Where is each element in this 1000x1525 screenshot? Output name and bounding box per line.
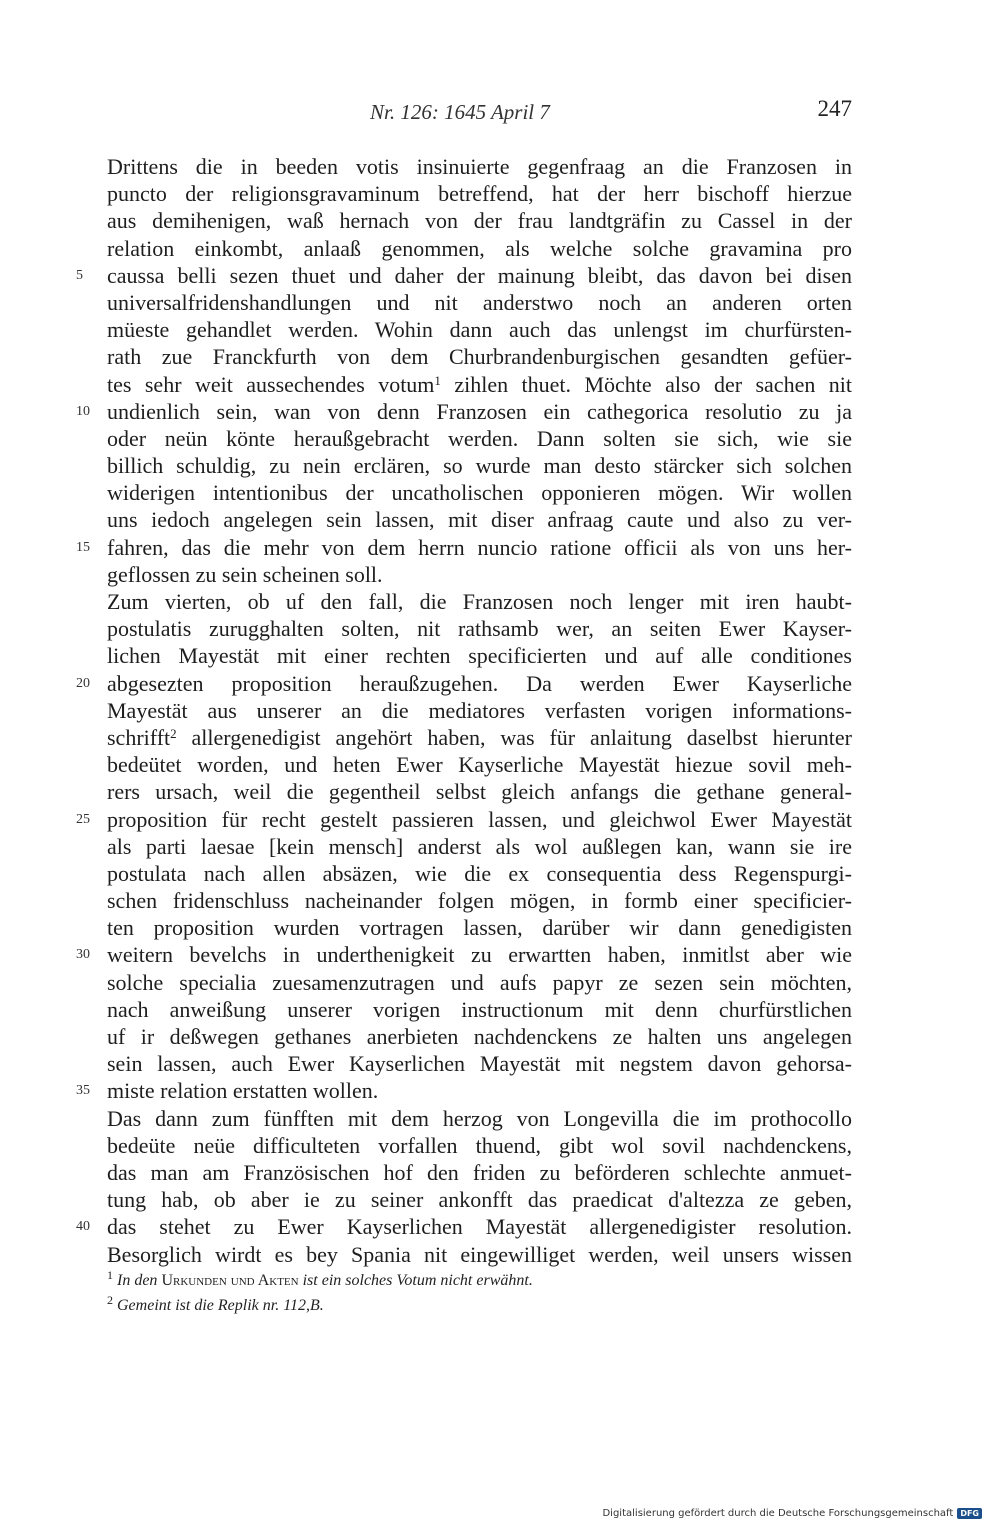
text-line <box>107 615 852 642</box>
line-text: nach anweißung unserer vorigen instructionum mit denn churfürstlichen <box>107 996 852 1022</box>
text-line <box>107 1159 852 1186</box>
line-number: 25 <box>76 811 90 827</box>
running-head: Nr. 126: 1645 April 7 <box>370 100 550 124</box>
text-line <box>107 153 852 180</box>
line-text: zihlen thuet. Möchte also der sachen nit <box>440 371 852 397</box>
line-text: allergenedigist angehört haben, was für anlaitung daselbst hierunter <box>176 724 852 750</box>
text-line <box>107 833 852 860</box>
text-line <box>107 343 852 370</box>
text-line <box>107 289 852 316</box>
text-line <box>76 1213 852 1240</box>
line-number: 35 <box>76 1083 90 1099</box>
footnote-source-title: Urkunden und Akten <box>161 1272 299 1289</box>
line-text: Drittens die in beeden votis insinuierte gegenfraag an die Franzosen in <box>107 154 852 179</box>
line-number: 20 <box>76 675 90 691</box>
text-line <box>76 262 852 289</box>
text-line <box>107 1186 852 1213</box>
line-text: das stehet zu Ewer Kayserlichen Mayestät allergenedigister resolution. <box>107 1214 852 1240</box>
text-line <box>107 724 852 751</box>
line-text: proposition für recht gestelt passieren lassen, und gleichwol Ewer Mayestät <box>107 806 852 832</box>
footnote-marker: 2 <box>107 1293 113 1307</box>
line-text: solche specialia zuesamenzutragen und aufs papyr ze sezen sein möchten, <box>107 969 852 995</box>
line-text: aus demihenigen, waß hernach von der frau landtgräfin zu Cassel in der <box>107 208 852 234</box>
text-line <box>107 479 852 506</box>
text-line <box>107 697 852 724</box>
text-line <box>107 642 852 669</box>
line-text: das man am Französischen hof den friden zu beförderen schlechte anmuet- <box>107 1159 852 1185</box>
page-number: 247 <box>817 96 852 121</box>
line-text: schen fridenschluss nacheinander folgen mögen, in formb einer specificier- <box>107 888 852 914</box>
line-text: billich schuldig, zu nein erclären, so wurde man desto stärcker sich solchen <box>107 453 852 479</box>
line-number: 5 <box>76 267 83 283</box>
line-number: 15 <box>76 539 90 555</box>
line-text: müeste gehandlet werden. Wohin dann auch das unlengst im churfürsten- <box>107 317 852 343</box>
text-line <box>76 1077 852 1104</box>
line-text: abgesezten proposition heraußzugehen. Da werden Ewer Kayserliche <box>107 670 852 696</box>
text-line <box>107 860 852 887</box>
line-text: als parti laesae [kein mensch] anderst als wol außlegen kan, wann sie ire <box>107 833 852 859</box>
footnote-2 <box>107 1288 852 1313</box>
footnote-text: ist ein solches Votum nicht erwähnt. <box>298 1272 533 1289</box>
page-header <box>100 96 852 128</box>
text-line <box>107 588 852 615</box>
footnote-text: Gemeint ist die Replik nr. 112,B. <box>117 1297 324 1314</box>
line-text: ten proposition wurden vortragen lassen, darüber wir dann genedigisten <box>107 915 852 941</box>
line-text: uf ir deßwegen gethanes anerbieten nachdenckens ze halten uns angelegen <box>107 1024 852 1049</box>
line-text: lichen Mayestät mit einer rechten specificierten und auf alle conditiones <box>107 643 852 669</box>
line-text: widerigen intentionibus der uncatholischen opponieren mögen. Wir wollen <box>107 480 852 506</box>
line-text: tes sehr weit aussechendes votum <box>107 371 435 397</box>
text-line <box>76 670 852 697</box>
text-line <box>107 996 852 1023</box>
line-number: 10 <box>76 403 90 419</box>
line-text: postulatis zurugghalten solten, nit rathsamb wer, an seiten Ewer Kayser- <box>107 616 852 642</box>
line-text: fahren, das die mehr von dem herrn nuncio ratione officii als von uns her- <box>107 534 852 560</box>
line-text: universalfridenshandlungen und nit anderstwo noch an anderen orten <box>107 289 852 315</box>
text-line <box>107 425 852 452</box>
line-text: tung hab, ob aber ie zu seiner ankonfft das praedicat d'altezza ze geben, <box>107 1187 852 1213</box>
text-line <box>107 235 852 262</box>
text-line <box>107 371 852 398</box>
text-line <box>107 887 852 914</box>
line-text: caussa belli sezen thuet und daher der mainung bleibt, das davon bei disen <box>107 262 852 288</box>
line-text: Besorglich wirdt es bey Spania nit eingewilliget werden, weil unsers wissen <box>107 1241 852 1267</box>
footnote-text: In den <box>117 1272 162 1289</box>
text-line <box>107 1132 852 1159</box>
text-line <box>107 969 852 996</box>
text-line <box>107 506 852 533</box>
line-number: 40 <box>76 1219 90 1235</box>
line-text: uns iedoch angelegen sein lassen, mit diser anfraag caute und also zu ver- <box>107 507 852 533</box>
line-text: weitern bevelchs in underthenigkeit zu erwartten haben, inmitlst aber wie <box>107 942 852 968</box>
line-text: puncto der religionsgravaminum betreffend, hat der herr bischoff hierzue <box>107 181 852 207</box>
text-line <box>107 1023 852 1050</box>
line-text: Zum vierten, ob uf den fall, die Franzosen noch lenger mit iren haubt- <box>107 589 852 614</box>
line-text: rers ursach, weil die gegentheil selbst gleich anfangs die gethane general- <box>107 779 852 805</box>
footnote-reference: 2 <box>170 725 177 741</box>
line-text: oder neün könte heraußgebracht werden. Dann solten sie sich, wie sie <box>107 425 852 451</box>
text-line <box>107 778 852 805</box>
dfg-logo: DFG <box>957 1508 982 1519</box>
text-line <box>107 316 852 343</box>
text-line <box>76 534 852 561</box>
text-line <box>107 751 852 778</box>
line-text: schrifft <box>107 724 171 750</box>
text-line <box>107 452 852 479</box>
line-text: relation einkombt, anlaaß genommen, als welche solche gravamina pro <box>107 235 852 261</box>
digitization-credit <box>602 1508 982 1519</box>
line-text: undienlich sein, wan von denn Franzosen ein cathegorica resolutio zu ja <box>107 398 852 424</box>
line-text: bedeütet worden, und heten Ewer Kayserliche Mayestät hiezue sovil meh- <box>107 752 852 778</box>
body-text <box>76 153 852 1268</box>
text-line <box>76 941 852 968</box>
text-line <box>107 1105 852 1132</box>
text-line <box>107 1050 852 1077</box>
line-number: 30 <box>76 947 90 963</box>
credit-text: Digitalisierung gefördert durch die Deutsche Forschungsgemeinschaft <box>602 1508 954 1519</box>
footnote-1 <box>107 1263 852 1288</box>
text-line <box>107 180 852 207</box>
line-text: rath zue Franckfurth von dem Churbrandenburgischen gesandten gefüer- <box>107 344 852 370</box>
line-text: bedeüte neüe difficulteten vorfallen thuend, gibt wol sovil nachdenckens, <box>107 1132 852 1158</box>
text-line <box>107 561 852 588</box>
line-text: Das dann zum fünfften mit dem herzog von Longevilla die im prothocollo <box>107 1105 852 1131</box>
line-text: Mayestät aus unserer an die mediatores verfasten vorigen informations- <box>107 697 852 723</box>
text-line <box>76 398 852 425</box>
text-line <box>107 914 852 941</box>
line-text: miste relation erstatten wollen. <box>107 1078 379 1104</box>
footnote-marker: 1 <box>107 1268 113 1282</box>
text-line <box>107 207 852 234</box>
line-text: geflossen zu sein scheinen soll. <box>107 561 383 587</box>
line-text: sein lassen, auch Ewer Kayserlichen Mayestät mit negstem davon gehorsa- <box>107 1051 852 1077</box>
footnote-reference: 1 <box>434 372 441 388</box>
footnotes <box>107 1263 852 1313</box>
line-text: postulata nach allen absäzen, wie die ex consequentia dess Regenspurgi- <box>107 860 852 886</box>
text-line <box>76 806 852 833</box>
